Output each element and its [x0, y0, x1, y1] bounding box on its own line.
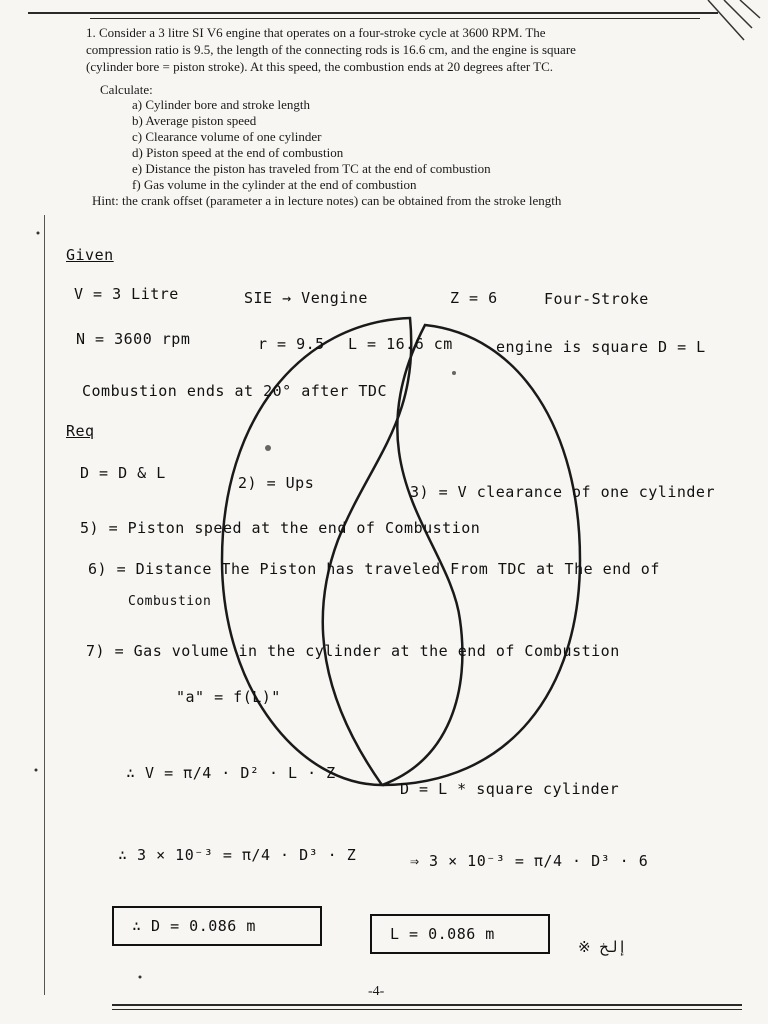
- given-engine-type: SIE → Vengine: [244, 289, 368, 307]
- problem-item-c: c) Clearance volume of one cylinder: [132, 129, 322, 144]
- problem-intro-line-1: 1. Consider a 3 litre SI V6 engine that operates on a four-stroke cycle at 3600 RPM. The: [86, 25, 546, 40]
- given-heading: Given: [66, 246, 114, 264]
- given-cylinders: Z = 6: [450, 289, 498, 307]
- given-stroke: Four-Stroke: [544, 290, 649, 308]
- problem-item-e: e) Distance the piston has traveled from TC at the end of combustion: [132, 161, 491, 176]
- problem-item-b: b) Average piston speed: [132, 113, 257, 128]
- given-volume: V = 3 Litre: [74, 285, 179, 303]
- answer-bore: ∴ D = 0.086 m: [132, 917, 256, 935]
- answer-bore-box: [112, 906, 322, 946]
- left-margin-line: [44, 215, 45, 995]
- req-1: D = D & L: [80, 464, 166, 482]
- problem-item-d: d) Piston speed at the end of combustion: [132, 145, 344, 160]
- equation-substituted-z: ⇒ 3 × 10⁻³ = π/4 · D³ · 6: [410, 852, 649, 870]
- crank-offset-function: "a" = f(L)": [176, 688, 281, 706]
- problem-item-f: f) Gas volume in the cylinder at the end of combustion: [132, 177, 417, 192]
- problem-intro-line-2: compression ratio is 9.5, the length of the connecting rods is 16.6 cm, and the engine is square: [86, 42, 576, 57]
- equation-substituted: ∴ 3 × 10⁻³ = π/4 · D³ · Z: [118, 846, 357, 864]
- req-3: 3) = V clearance of one cylinder: [410, 483, 715, 501]
- page-number: -4-: [368, 984, 385, 999]
- calculate-label: Calculate:: [100, 82, 153, 97]
- req-6-line-2: Combustion: [128, 594, 212, 609]
- req-5: 5) = Piston speed at the end of Combustion: [80, 519, 481, 537]
- equation-volume: ∴ V = π/4 · D² · L · Z: [126, 764, 336, 782]
- given-combustion-end: Combustion ends at 20° after TDC: [82, 382, 387, 400]
- footer-rule-2: [112, 1009, 742, 1010]
- problem-item-a: a) Cylinder bore and stroke length: [132, 97, 310, 112]
- footer-rule: [112, 1004, 742, 1006]
- given-square-engine: engine is square D = L: [496, 338, 706, 356]
- given-speed: N = 3600 rpm: [76, 330, 191, 348]
- req-6-line-1: 6) = Distance The Piston has traveled From TDC at The end of: [88, 560, 660, 578]
- problem-hint: Hint: the crank offset (parameter a in lecture notes) can be obtained from the stroke length: [92, 193, 562, 208]
- req-2: 2) = Ups: [238, 474, 315, 492]
- given-compression-ratio: r = 9.5: [258, 335, 325, 353]
- given-rod-length: L = 16.6 cm: [348, 335, 453, 353]
- answer-stroke-box: [370, 914, 550, 954]
- req-7: 7) = Gas volume in the cylinder at the end of Combustion: [86, 642, 620, 660]
- problem-intro-line-3: (cylinder bore = piston stroke). At this speed, the combustion ends at 20 degrees after TC.: [86, 59, 554, 74]
- equation-square-note: D = L * square cylinder: [400, 780, 620, 798]
- answer-stroke: L = 0.086 m: [390, 925, 495, 943]
- margin-mark: ※ إلخ: [578, 938, 627, 956]
- req-heading: Req: [66, 422, 95, 440]
